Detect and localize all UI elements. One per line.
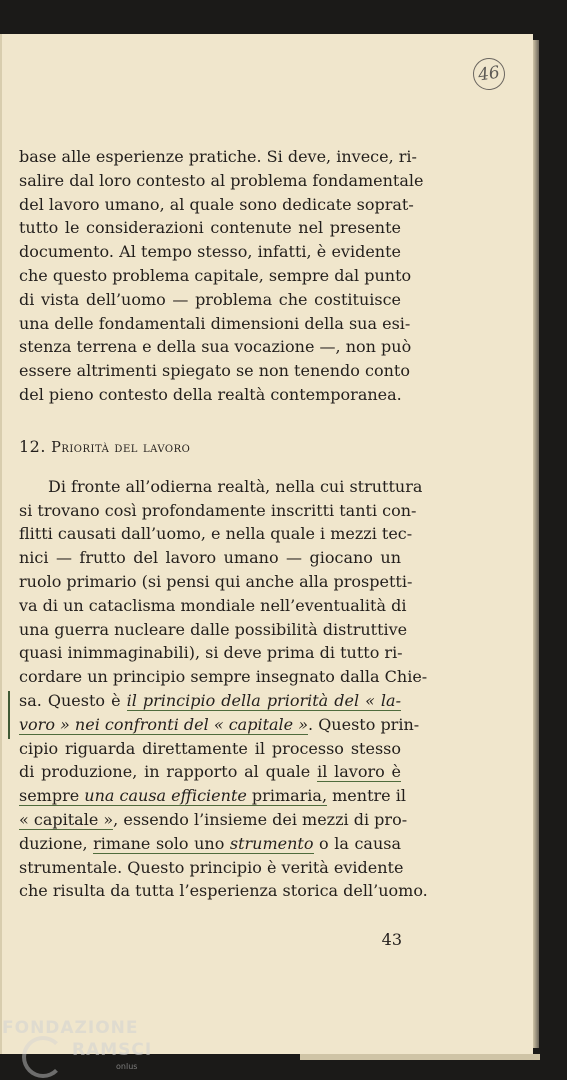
text-line: quasi inimmaginabili), si deve prima di tutto ri- (19, 643, 403, 663)
text-line: di vista dell’uomo — problema che costituisce (19, 289, 401, 309)
section-title: Priorità del lavoro (51, 439, 191, 456)
watermark-subtitle: RAMSCI (72, 1040, 153, 1060)
section-number: 12. (19, 436, 46, 456)
text-run: di produzione, in rapporto al quale (19, 762, 318, 782)
text-run: sa. Questo è (19, 690, 127, 710)
handwritten-folio-number: 46 (471, 56, 507, 92)
text-line: flitti causati dall’uomo, e nella quale i mezzi tec- (19, 524, 413, 544)
text-line: cipio riguarda direttamente il processo stesso (19, 738, 401, 758)
text-line: una guerra nucleare dalle possibilità distruttive (19, 619, 408, 639)
watermark-title: FONDAZIONE (2, 1018, 139, 1038)
text-line (19, 689, 401, 713)
text-line: del pieno contesto della realtà contemporanea. (19, 384, 402, 404)
text-line: Di fronte all’odierna realtà, nella cui struttura (48, 476, 423, 496)
text-line: che questo problema capitale, sempre dal punto (19, 265, 412, 285)
underlined-text: una causa efficiente (84, 786, 247, 806)
underlined-text: voro » nei confronti del « capitale » (19, 714, 309, 734)
section-heading (19, 435, 401, 459)
text-line (19, 784, 406, 808)
underlined-text: strumento (229, 833, 314, 853)
text-line (19, 808, 408, 832)
text-line: essere altrimenti spiegato se non tenendo conto (19, 361, 410, 381)
watermark-small-text: onlus (116, 1062, 138, 1071)
text-line: base alle esperienze pratiche. Si deve, invece, ri- (19, 147, 417, 166)
text-line: salire dal loro contesto al problema fondamentale (19, 170, 424, 190)
page-bottom-edge (300, 1054, 540, 1060)
margin-pen-mark (8, 691, 10, 739)
text-run: o la causa (313, 833, 402, 853)
underlined-text: primaria, (246, 786, 328, 806)
text-line: che risulta da tutta l’esperienza storica dell’uomo. (19, 881, 428, 901)
text-line (19, 760, 401, 784)
text-line: si trovano così profondamente inscritti tanti con- (19, 500, 417, 520)
underlined-text: il lavoro è (317, 762, 402, 782)
text-line: va di un cataclisma mondiale nell’eventualità di (19, 595, 407, 615)
text-line (19, 832, 401, 856)
underlined-text: « capitale » (19, 809, 114, 829)
text-run: mentre il (327, 786, 406, 806)
text-line: stenza terrena e della sua vocazione —, non può (19, 337, 412, 357)
text-run: . Questo prin- (308, 714, 420, 734)
text-line: del lavoro umano, al quale sono dedicate soprat- (19, 194, 414, 214)
text-line: ruolo primario (si pensi qui anche alla prospetti- (19, 571, 413, 591)
text-line: nici — frutto del lavoro umano — giocano un (19, 548, 401, 568)
text-line (19, 713, 420, 737)
text-run: , essendo l’insieme dei mezzi di pro- (113, 809, 408, 829)
text-line: tutto le considerazioni contenute nel presente (19, 218, 401, 238)
fondazione-logo-icon (22, 1036, 64, 1078)
body-text (19, 145, 428, 903)
page-number: 43 (381, 930, 402, 949)
underlined-text: rimane solo uno (93, 833, 230, 853)
page-edge (533, 40, 539, 1048)
text-line: una delle fondamentali dimensioni della sua esi- (19, 313, 411, 333)
text-line: documento. Al tempo stesso, infatti, è evidente (19, 242, 401, 262)
paragraph-1 (19, 145, 424, 407)
text-run: duzione, (19, 833, 94, 853)
text-line: cordare un principio sempre insegnato dalla Chie- (19, 667, 428, 687)
text-line: strumentale. Questo principio è verità evidente (19, 857, 404, 877)
underlined-text: sempre (19, 786, 85, 806)
paragraph-2 (19, 475, 428, 903)
underlined-text: il principio della priorità del « la- (126, 690, 401, 710)
